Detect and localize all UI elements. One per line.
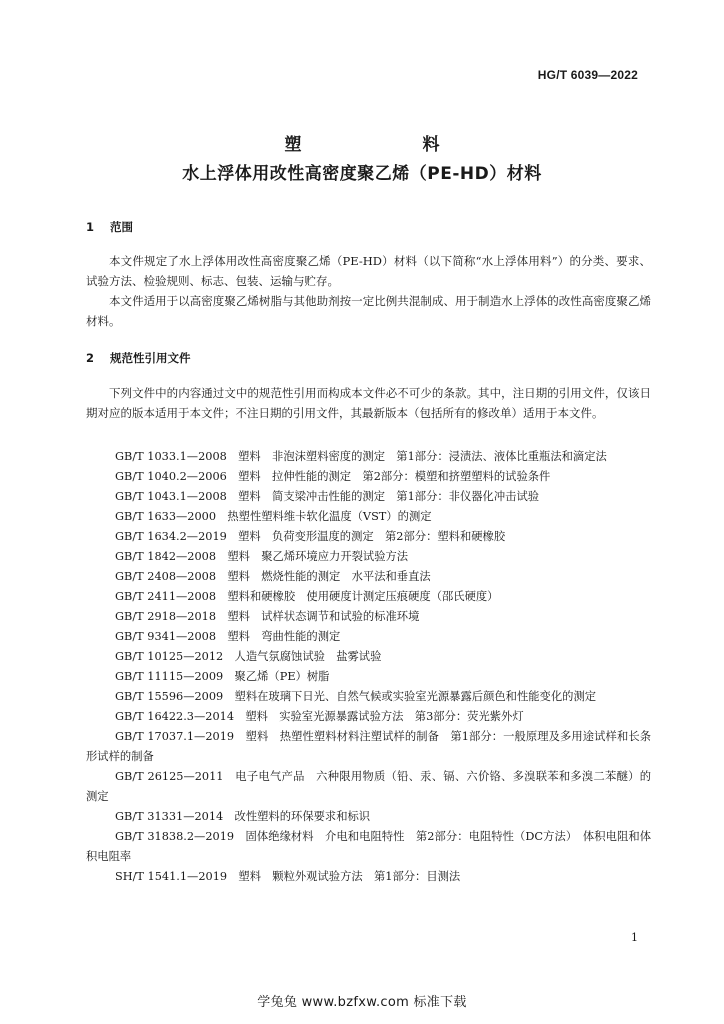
reference-item: GB/T 2918—2018 塑料 试样状态调节和试验的标准环境: [115, 610, 420, 623]
reference-item: GB/T 9341—2008 塑料 弯曲性能的测定: [115, 630, 341, 643]
reference-item: GB/T 16422.3—2014 塑料 实验室光源暴露试验方法 第3部分：荧光紫外灯: [115, 710, 524, 723]
standard-code: HG/T 6039—2022: [537, 68, 638, 82]
reference-item: GB/T 1040.2—2006 塑料 拉伸性能的测定 第2部分：模塑和挤塑塑料的试验条件: [115, 470, 551, 483]
reference-item: GB/T 26125—2011 电子电气产品 六种限用物质（铅、汞、镉、六价铬、多溴联苯和多溴二苯醚）的测定: [86, 770, 651, 803]
section-2-number: 2: [86, 351, 95, 365]
section-2-intro: 下列文件中的内容通过文中的规范性引用而构成本文件必不可少的条款。其中，注日期的引用文件，仅该日期对应的版本适用于本文件；不注日期的引用文件，其最新版本（包括所有的修改单）适用于本文件。: [86, 386, 651, 420]
reference-item: GB/T 1634.2—2019 塑料 负荷变形温度的测定 第2部分：塑料和硬橡胶: [115, 530, 506, 543]
document-title: 水上浮体用改性高密度聚乙烯（PE-HD）材料: [182, 164, 542, 184]
reference-item: GB/T 2408—2008 塑料 燃烧性能的测定 水平法和垂直法: [115, 570, 431, 583]
reference-item: SH/T 1541.1—2019 塑料 颗粒外观试验方法 第1部分：目测法: [115, 870, 461, 883]
reference-item: GB/T 1633—2000 热塑性塑料维卡软化温度（VST）的测定: [115, 510, 432, 523]
page-number: 1: [631, 931, 638, 944]
section-1-paragraph-2: 本文件适用于以高密度聚乙烯树脂与其他助剂按一定比例共混制成、用于制造水上浮体的改性高密度聚乙烯材料。: [86, 294, 651, 328]
reference-item: GB/T 1043.1—2008 塑料 简支梁冲击性能的测定 第1部分：非仪器化冲击试验: [115, 490, 540, 503]
section-1-heading: [86, 219, 133, 235]
footer-watermark: 学兔兔 www.bzfxw.com 标准下载: [257, 995, 467, 1010]
reference-item: GB/T 31331—2014 改性塑料的环保要求和标识: [115, 810, 371, 823]
section-1-paragraph-1: 本文件规定了水上浮体用改性高密度聚乙烯（PE-HD）材料（以下简称“水上浮体用料”）的分类、要求、试验方法、检验规则、标志、包装、运输与贮存。: [86, 254, 651, 288]
section-1-title: 范围: [110, 220, 134, 234]
reference-item: GB/T 15596—2009 塑料在玻璃下日光、自然气候或实验室光源暴露后颜色和性能变化的测定: [115, 690, 597, 703]
section-2-title: 规范性引用文件: [110, 351, 191, 365]
reference-list: [86, 447, 651, 887]
section-1-number: 1: [86, 220, 95, 234]
document-title-category: 塑 料: [284, 135, 492, 155]
reference-item: GB/T 2411—2008 塑料和硬橡胶 使用硬度计测定压痕硬度（邵氏硬度）: [115, 590, 499, 603]
reference-item: GB/T 31838.2—2019 固体绝缘材料 介电和电阻特性 第2部分：电阻特性（DC方法） 体积电阻和体积电阻率: [86, 830, 651, 863]
reference-item: GB/T 1842—2008 塑料 聚乙烯环境应力开裂试验方法: [115, 550, 409, 563]
reference-item: GB/T 11115—2009 聚乙烯（PE）树脂: [115, 670, 330, 683]
reference-item: GB/T 10125—2012 人造气氛腐蚀试验 盐雾试验: [115, 650, 382, 663]
reference-item: GB/T 1033.1—2008 塑料 非泡沫塑料密度的测定 第1部分：浸渍法、液体比重瓶法和滴定法: [115, 450, 607, 463]
section-2-heading: [86, 350, 191, 366]
reference-item: GB/T 17037.1—2019 塑料 热塑性塑料材料注塑试样的制备 第1部分：一般原理及多用途试样和长条形试样的制备: [86, 730, 651, 763]
